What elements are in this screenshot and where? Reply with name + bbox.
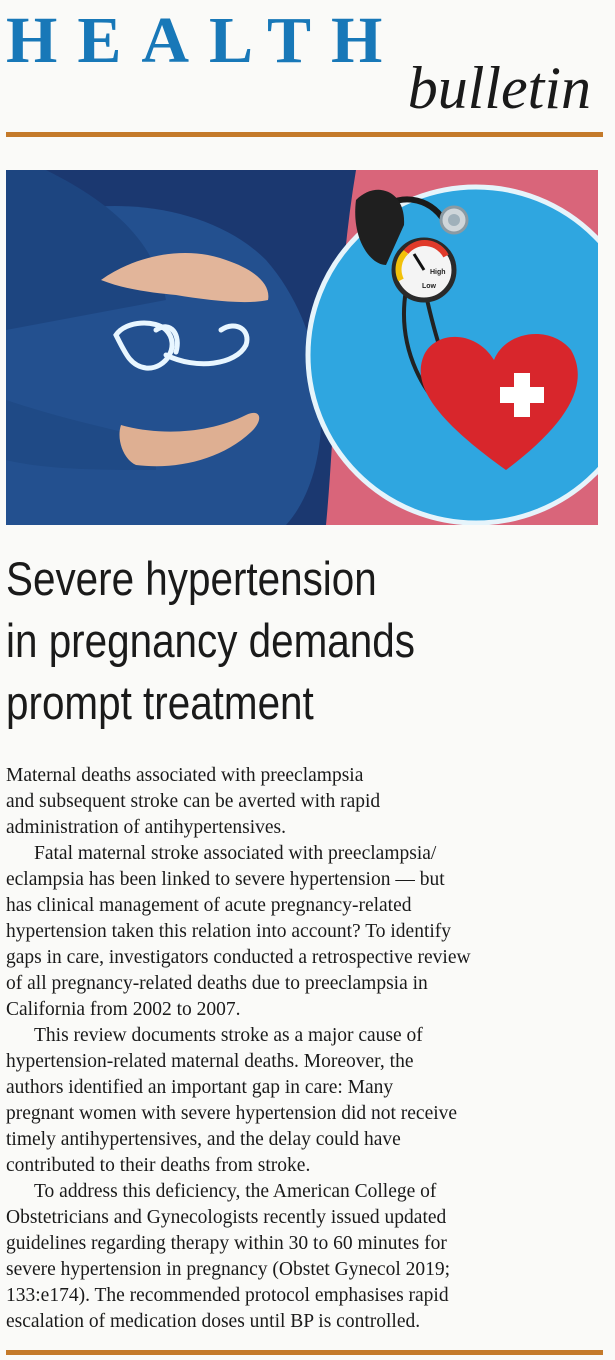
body-line: contributed to their deaths from stroke. (6, 1155, 311, 1176)
body-line: 133:e174). The recommended protocol emphasises rapid (6, 1285, 449, 1306)
body-line: escalation of medication doses until BP is controlled. (6, 1311, 421, 1332)
body-line: has clinical management of acute pregnancy-related (6, 895, 412, 916)
body-line: severe hypertension in pregnancy (Obstet Gynecol 2019; (6, 1259, 451, 1280)
pregnancy-blood-pressure-illustration (6, 170, 598, 525)
body-line: Obstetricians and Gynecologists recently issued updated (6, 1207, 447, 1228)
gauge-low-label: Low (422, 283, 436, 290)
body-line: hypertension-related maternal deaths. Moreover, the (6, 1051, 414, 1072)
body-line: of all pregnancy-related deaths due to preeclampsia in (6, 973, 428, 994)
body-line: This review documents stroke as a major cause of (34, 1025, 423, 1046)
body-line: Maternal deaths associated with preeclampsia (6, 765, 364, 786)
body-line: timely antihypertensives, and the delay could have (6, 1129, 401, 1150)
headline-line: Severe hypertension (6, 552, 377, 605)
headline (6, 548, 513, 734)
article-body (6, 763, 606, 1335)
masthead (0, 0, 615, 130)
body-line: guidelines regarding therapy within 30 to 60 minutes for (6, 1233, 447, 1254)
body-line: pregnant women with severe hypertension did not receive (6, 1103, 458, 1124)
gauge-high-label: High (430, 269, 446, 276)
body-line: Fatal maternal stroke associated with preeclampsia/ (34, 843, 437, 864)
top-divider (6, 132, 603, 137)
headline-line: prompt treatment (6, 676, 314, 729)
masthead-title: HEALTH (6, 4, 403, 77)
body-line: hypertension taken this relation into account? To identify (6, 921, 452, 942)
hero-illustration (6, 170, 598, 525)
body-line: authors identified an important gap in care: Many (6, 1077, 394, 1098)
body-line: To address this deficiency, the American College of (34, 1181, 437, 1202)
body-line: administration of antihypertensives. (6, 817, 286, 838)
masthead-subtitle: bulletin (407, 55, 591, 121)
body-line: and subsequent stroke can be averted with rapid (6, 791, 381, 812)
body-line: California from 2002 to 2007. (6, 999, 241, 1020)
body-line: eclampsia has been linked to severe hypertension — but (6, 869, 445, 890)
bottom-divider (6, 1350, 603, 1355)
body-line: gaps in care, investigators conducted a retrospective review (6, 947, 471, 968)
headline-line: in pregnancy demands (6, 614, 415, 667)
